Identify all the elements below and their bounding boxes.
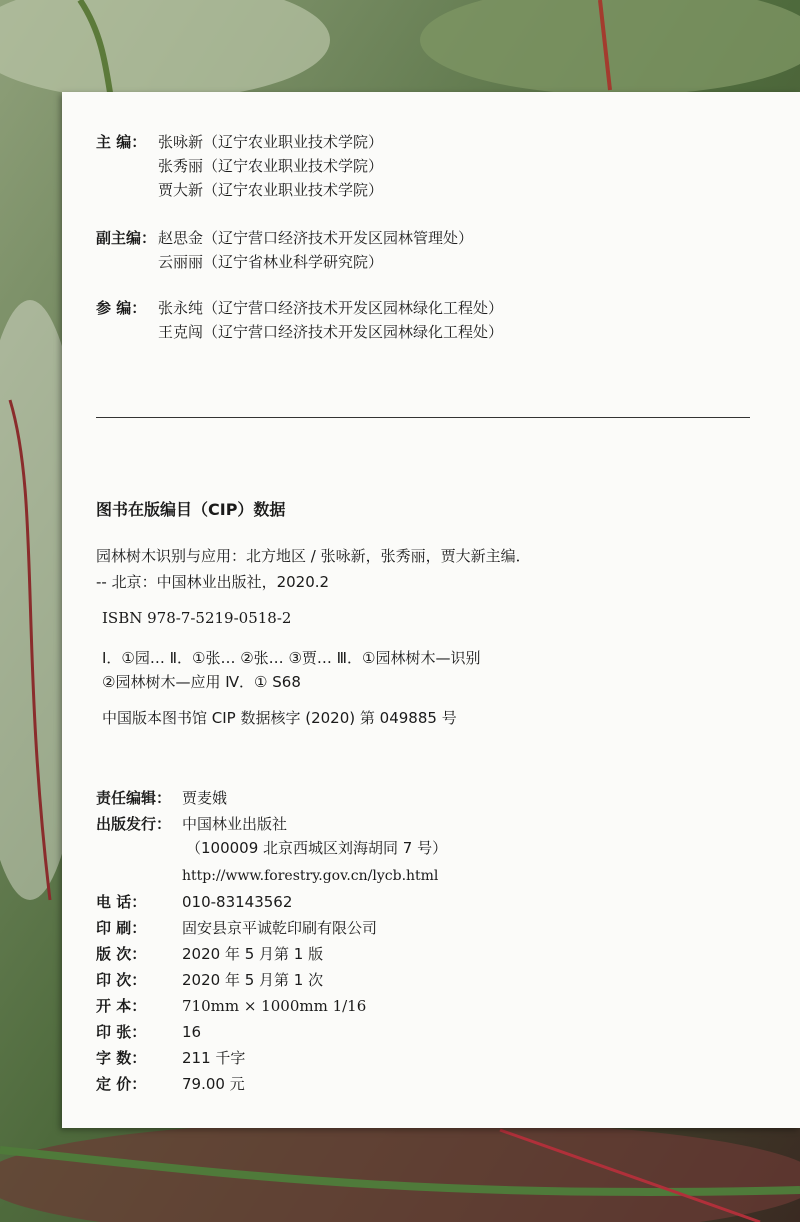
colophon-value-sheets: 16 (182, 1023, 202, 1041)
cip-title: 图书在版编目（CIP）数据 (96, 500, 286, 519)
chief-editor-label: 主 编： (96, 133, 147, 151)
colophon-value-printing: 2020 年 5 月第 1 次 (182, 971, 324, 989)
colophon-value-edition: 2020 年 5 月第 1 版 (182, 945, 324, 963)
colophon-label-publisher: 出版发行： (96, 815, 172, 833)
colophon-value-printer: 固安县京平诚乾印刷有限公司 (182, 919, 378, 937)
colophon-label-sheets: 印 张： (96, 1023, 147, 1041)
deputy-editor-1: 赵思金（辽宁营口经济技术开发区园林管理处） (158, 229, 474, 247)
colophon-value-website: http://www.forestry.gov.cn/lycb.html (182, 868, 439, 884)
chief-editor-1: 张咏新（辽宁农业职业技术学院） (158, 133, 384, 151)
colophon-value-publisher: 中国林业出版社 (182, 815, 288, 833)
colophon-label-printing: 印 次： (96, 971, 147, 989)
colophon-value-editor: 贾麦娥 (182, 789, 228, 807)
colophon-label-word-count: 字 数： (96, 1049, 147, 1067)
colophon-label-edition: 版 次： (96, 945, 147, 963)
cip-isbn: ISBN 978-7-5219-0518-2 (102, 609, 292, 627)
colophon-label-printer: 印 刷： (96, 919, 147, 937)
deputy-editor-label: 副主编： (96, 229, 157, 247)
divider-line (96, 417, 750, 418)
colophon-label-phone: 电 话： (96, 893, 147, 911)
cip-classification-2: ②园林树木—应用 Ⅳ．① S68 (102, 673, 301, 691)
colophon-label-format: 开 本： (96, 997, 147, 1015)
colophon-value-word-count: 211 千字 (182, 1049, 246, 1067)
colophon-label-editor: 责任编辑： (96, 789, 172, 807)
copyright-page (62, 92, 800, 1128)
cip-line-2: -- 北京：中国林业出版社，2020.2 (96, 573, 330, 591)
contributor-2: 王克闯（辽宁营口经济技术开发区园林绿化工程处） (158, 323, 504, 341)
cip-classification-1: Ⅰ．①园… Ⅱ．①张… ②张… ③贾… Ⅲ．①园林树木—识别 (102, 649, 481, 667)
cip-line-1: 园林树木识别与应用：北方地区 / 张咏新，张秀丽，贾大新主编． (96, 547, 531, 565)
chief-editor-2: 张秀丽（辽宁农业职业技术学院） (158, 157, 384, 175)
colophon-value-format: 710mm × 1000mm 1/16 (182, 997, 367, 1015)
contributor-label: 参 编： (96, 299, 147, 317)
colophon-value-address: （100009 北京西城区刘海胡同 7 号） (186, 839, 448, 857)
contributor-1: 张永纯（辽宁营口经济技术开发区园林绿化工程处） (158, 299, 504, 317)
colophon-label-price: 定 价： (96, 1075, 147, 1093)
chief-editor-3: 贾大新（辽宁农业职业技术学院） (158, 181, 384, 199)
colophon-value-price: 79.00 元 (182, 1075, 245, 1093)
cip-record-number: 中国版本图书馆 CIP 数据核字 (2020) 第 049885 号 (102, 709, 457, 727)
deputy-editor-2: 云丽丽（辽宁省林业科学研究院） (158, 253, 384, 271)
colophon-value-phone: 010-83143562 (182, 893, 293, 911)
